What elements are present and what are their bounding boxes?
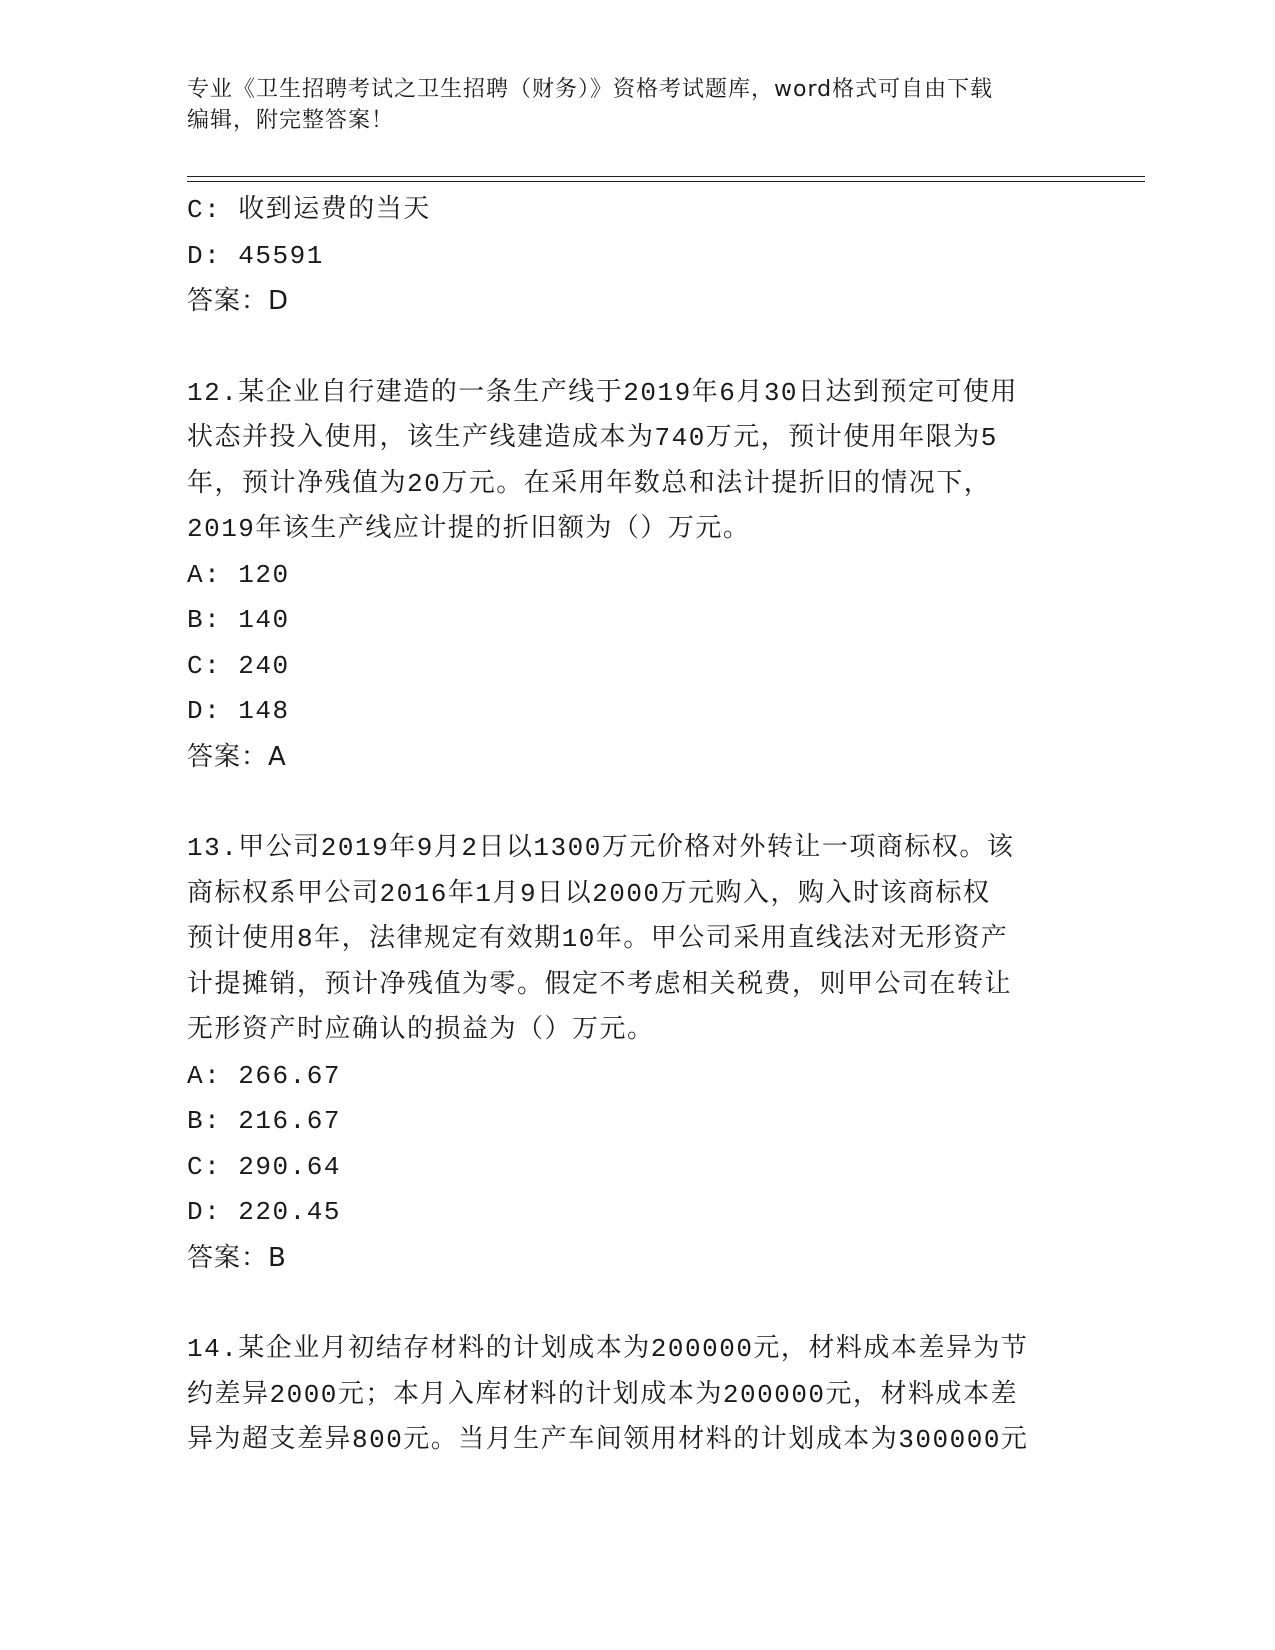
stem-line: 2019年该生产线应计提的折旧额为（）万元。 bbox=[187, 514, 751, 544]
option-c: C: 收到运费的当天 bbox=[187, 195, 431, 225]
stem-line: 商标权系甲公司2016年1月9日以2000万元购入，购入时该商标权 bbox=[187, 878, 991, 909]
stem-line: 无形资产时应确认的损益为（）万元。 bbox=[187, 1015, 655, 1045]
stem-line: 12.某企业自行建造的一条生产线于2019年6月30日达到预定可使用 bbox=[187, 377, 1019, 408]
stem-line: 状态并投入使用，该生产线建造成本为740万元，预计使用年限为5 bbox=[187, 423, 998, 453]
question-stem bbox=[187, 826, 1067, 1054]
option-c: C: 290.64 bbox=[187, 1151, 341, 1182]
option-a: A: 120 bbox=[187, 559, 290, 590]
header-divider-top bbox=[187, 176, 1145, 177]
question-stem bbox=[187, 1327, 1067, 1464]
option-a: A: 266.67 bbox=[187, 1060, 341, 1091]
stem-line: 年，预计净残值为20万元。在采用年数总和法计提折旧的情况下， bbox=[187, 468, 992, 499]
header-line-1: 专业《卫生招聘考试之卫生招聘（财务）》资格考试题库，word格式可自由下载 bbox=[187, 77, 994, 102]
stem-line: 计提摊销，预计净残值为零。假定不考虑相关税费，则甲公司在转让 bbox=[187, 969, 1013, 1000]
answer-line: 答案：D bbox=[187, 286, 290, 316]
option-b: B: 140 bbox=[187, 605, 290, 635]
previous-question-tail bbox=[187, 188, 1067, 325]
header-line-2: 编辑，附完整答案！ bbox=[187, 108, 395, 133]
answer-line: 答案：A bbox=[187, 741, 287, 772]
stem-line: 13.甲公司2019年9月2日以1300万元价格对外转让一项商标权。该 bbox=[187, 833, 1015, 863]
document-body bbox=[187, 188, 1067, 1464]
question-14 bbox=[187, 1327, 1067, 1464]
option-b: B: 216.67 bbox=[187, 1106, 341, 1136]
stem-line: 异为超支差异800元。当月生产车间领用材料的计划成本为300000元 bbox=[187, 1425, 1029, 1455]
question-stem bbox=[187, 371, 1067, 553]
option-c: C: 240 bbox=[187, 650, 290, 681]
header-divider-bottom bbox=[187, 181, 1145, 182]
spacer bbox=[187, 1281, 1067, 1327]
stem-line: 约差异2000元；本月入库材料的计划成本为200000元，材料成本差 bbox=[187, 1379, 1019, 1410]
stem-line: 预计使用8年，法律规定有效期10年。甲公司采用直线法对无形资产 bbox=[187, 924, 1009, 954]
question-13 bbox=[187, 826, 1067, 1281]
option-d: D: 148 bbox=[187, 696, 290, 726]
spacer bbox=[187, 325, 1067, 371]
question-12 bbox=[187, 371, 1067, 781]
spacer bbox=[187, 780, 1067, 826]
option-d: D: 45591 bbox=[187, 240, 324, 271]
stem-line: 14.某企业月初结存材料的计划成本为200000元，材料成本差异为节 bbox=[187, 1334, 1029, 1364]
answer-line: 答案：B bbox=[187, 1242, 287, 1273]
document-header bbox=[187, 74, 1087, 136]
option-d: D: 220.45 bbox=[187, 1197, 341, 1227]
